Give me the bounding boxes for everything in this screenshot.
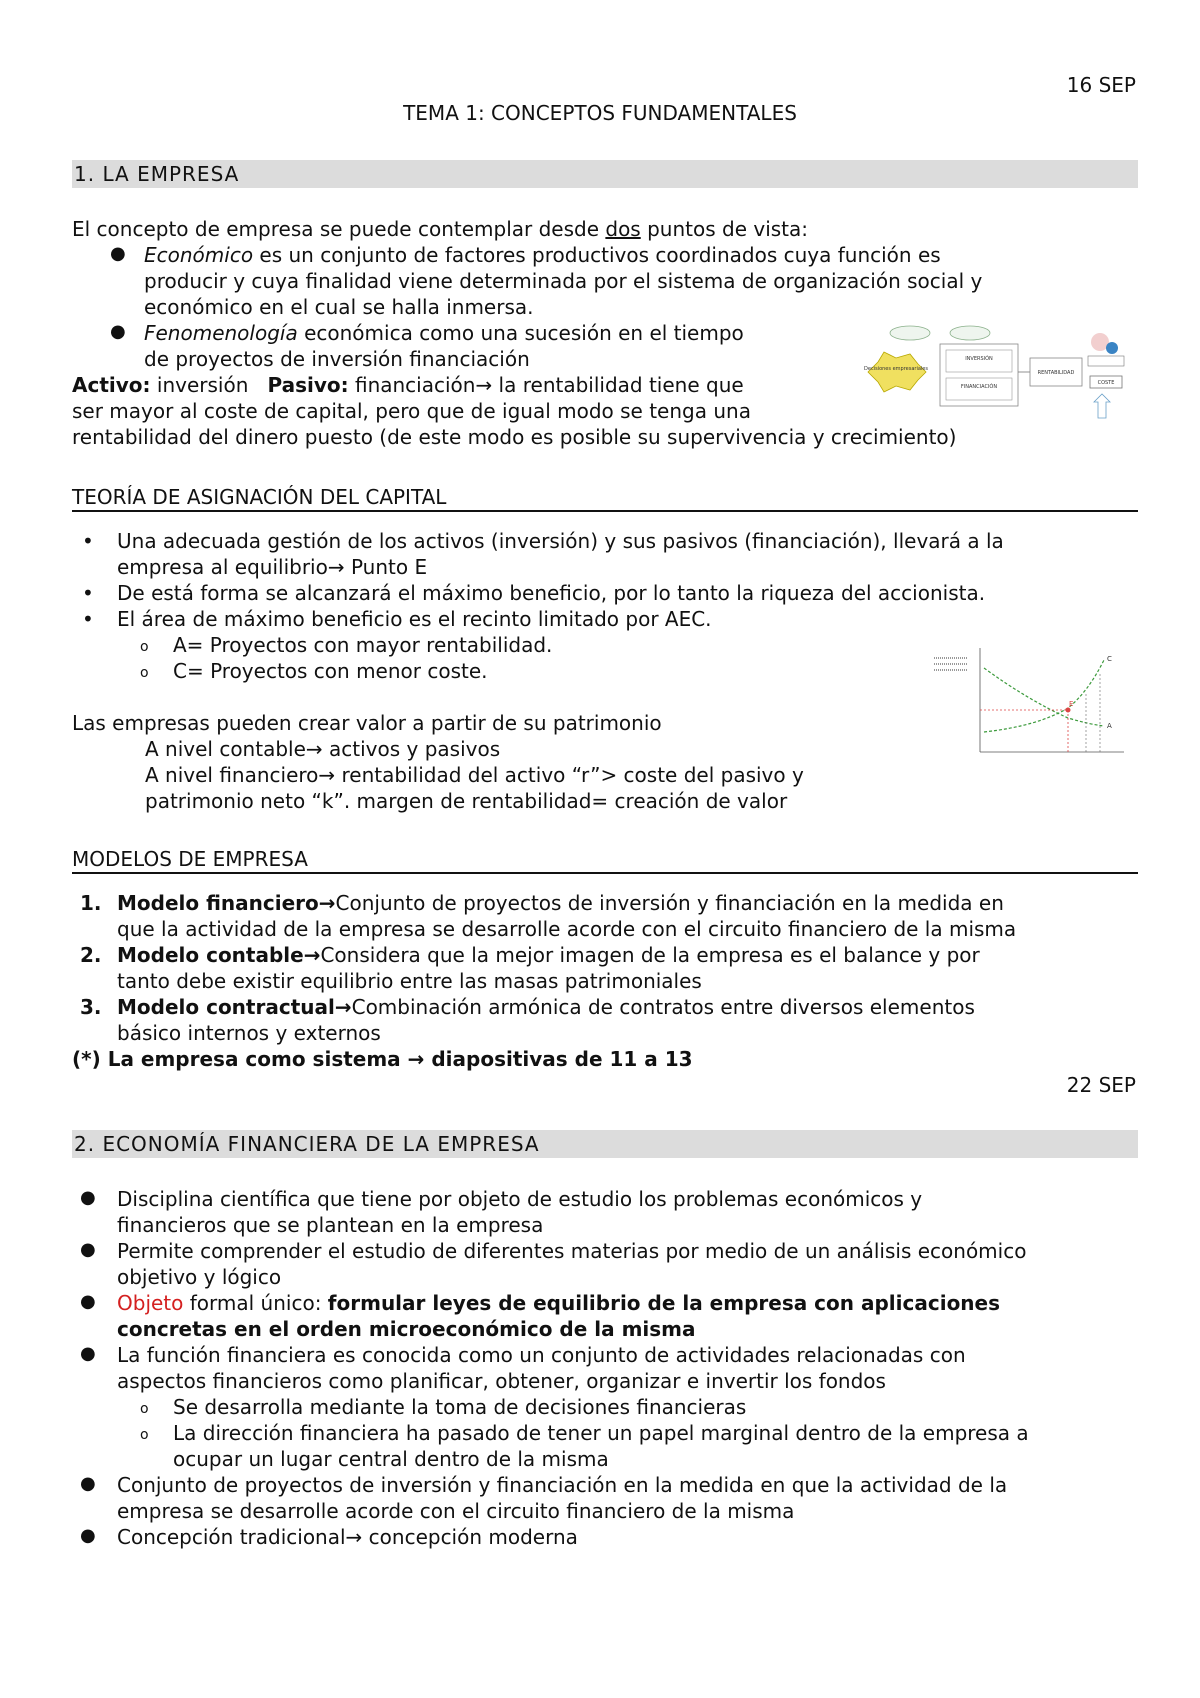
rentabilidad-label: RENTABILIDAD [1037,370,1075,376]
bullet-icon: ● [80,1187,96,1208]
blue-drop-shape [1106,342,1118,354]
section-1-title: 1. LA EMPRESA [74,162,240,186]
s2-bullet-6: Concepción tradicional→ concepción moderna [117,1525,578,1549]
curve-label-a: A [1107,722,1112,730]
bullet-icon: ● [110,243,126,264]
economico-line-1: Económico es un conjunto de factores productivos coordinados cuya función es [144,243,941,267]
section-2-title: 2. ECONOMÍA FINANCIERA DE LA EMPRESA [74,1132,540,1156]
section-1-header [72,160,1138,188]
s2-bullet-4-line-2: aspectos financieros como planificar, obtener, organizar e invertir los fondos [117,1369,886,1393]
s2-bullet-2-line-2: objetivo y lógico [117,1265,282,1289]
section-2-header [72,1130,1138,1158]
modelo-3-line-1: Modelo contractual→Combinación armónica de contratos entre diversos elementos [117,995,975,1019]
sistema-note: (*) La empresa como sistema → diapositivas de 11 a 13 [72,1047,693,1071]
bullet-icon: ● [80,1291,96,1312]
cloud-shape [950,326,990,340]
page-title: TEMA 1: CONCEPTOS FUNDAMENTALES [403,101,797,125]
patrimonio-line-4: patrimonio neto “k”. margen de rentabilidad= creación de valor [145,789,788,813]
bullet-icon: ● [110,321,126,342]
equilibrium-point [1066,708,1071,713]
patrimonio-line-3: A nivel financiero→ rentabilidad del activo “r”> coste del pasivo y [145,763,804,787]
capital-bullet-1-line-1: Una adecuada gestión de los activos (inversión) y sus pasivos (financiación), llevará a la [117,529,1004,553]
s2-sub-2-line-2: ocupar un lugar central dentro de la misma [173,1447,609,1471]
activo-pasivo-line: Activo: inversión Pasivo: financiación→ la rentabilidad tiene que [72,373,744,397]
bullet-icon: ● [80,1239,96,1260]
s2-bullet-3-line-1: Objeto formal único: formular leyes de equilibrio de la empresa con aplicaciones [117,1291,1001,1315]
capital-sub-a: A= Proyectos con mayor rentabilidad. [173,633,553,657]
modelo-1-line-1: Modelo financiero→Conjunto de proyectos de inversión y financiación en la medida en [117,891,1004,915]
date-first: 16 SEP [1066,73,1136,97]
rentabilidad-line-3: rentabilidad del dinero puesto (de este modo es posible su supervivencia y crecimiento) [72,425,957,449]
s2-sub-1: Se desarrolla mediante la toma de decisiones financieras [173,1395,747,1419]
modelo-2-number: 2. [80,943,102,967]
modelo-3-number: 3. [80,995,102,1019]
s2-bullet-2-line-1: Permite comprender el estudio de diferentes materias por medio de un análisis económico [117,1239,1027,1263]
bullet-icon: ● [80,1343,96,1364]
sub-bullet-icon: o [140,1427,149,1443]
rentabilidad-line-2: ser mayor al coste de capital, pero que de igual modo se tenga una [72,399,751,423]
capital-header [72,484,1138,512]
capital-sub-c: C= Proyectos con menor coste. [173,659,488,683]
modelo-2-line-1: Modelo contable→Considera que la mejor imagen de la empresa es el balance y por [117,943,980,967]
bullet-icon: • [82,607,94,631]
s2-bullet-5-line-2: empresa se desarrolle acorde con el circuito financiero de la misma [117,1499,795,1523]
sub-bullet-icon: o [140,1401,149,1417]
capital-bullet-3: El área de máximo beneficio es el recinto limitado por AEC. [117,607,712,631]
economico-line-3: económico en el cual se halla inmersa. [144,295,534,319]
investment-financing-diagram [862,322,1126,422]
capital-bullet-2: De está forma se alcanzará el máximo beneficio, por lo tanto la riqueza del accionista. [117,581,986,605]
bullet-icon: • [82,529,94,553]
s2-bullet-3-line-2: concretas en el orden microeconómico de la misma [117,1317,696,1341]
section-1-intro: El concepto de empresa se puede contemplar desde dos puntos de vista: [72,217,808,241]
s2-bullet-5-line-1: Conjunto de proyectos de inversión y financiación en la medida en que la actividad de la [117,1473,1008,1497]
sub-bullet-icon: o [140,665,149,681]
coste-label: COSTE [1097,380,1115,386]
s2-bullet-1-line-2: financieros que se plantean en la empresa [117,1213,544,1237]
capital-title: TEORÍA DE ASIGNACIÓN DEL CAPITAL [72,485,447,509]
patrimonio-line-1: Las empresas pueden crear valor a partir de su patrimonio [72,711,662,735]
economico-line-2: producir y cuya finalidad viene determinada por el sistema de organización social y [144,269,983,293]
equilibrium-chart [928,640,1128,760]
decision-label: Decisiones empresariales [864,366,928,372]
bullet-icon: ● [80,1525,96,1546]
bullet-icon: ● [80,1473,96,1494]
fenomenologia-line-2: de proyectos de inversión financiación [144,347,530,371]
cloud-shape [890,326,930,340]
bullet-icon: • [82,581,94,605]
modelo-1-number: 1. [80,891,102,915]
inversion-label: INVERSIÓN [965,356,993,362]
modelo-1-line-2: que la actividad de la empresa se desarrolle acorde con el circuito financiero de la misma [117,917,1017,941]
modelo-3-line-2: básico internos y externos [117,1021,381,1045]
curve-label-c: C [1107,655,1112,663]
point-label-e: E [1069,700,1074,708]
fenomenologia-line-1: Fenomenología económica como una sucesión en el tiempo [144,321,744,345]
modelos-title: MODELOS DE EMPRESA [72,847,308,871]
sub-bullet-icon: o [140,639,149,655]
s2-bullet-4-line-1: La función financiera es conocida como un conjunto de actividades relacionadas con [117,1343,966,1367]
patrimonio-line-2: A nivel contable→ activos y pasivos [145,737,501,761]
financiacion-label: FINANCIACIÓN [960,384,998,390]
s2-bullet-1-line-1: Disciplina científica que tiene por objeto de estudio los problemas económicos y [117,1187,923,1211]
modelos-header [72,846,1138,874]
date-second: 22 SEP [1066,1073,1136,1097]
modelo-2-line-2: tanto debe existir equilibrio entre las masas patrimoniales [117,969,702,993]
capital-bullet-1-line-2: empresa al equilibrio→ Punto E [117,555,428,579]
s2-sub-2-line-1: La dirección financiera ha pasado de tener un papel marginal dentro de la empresa a [173,1421,1029,1445]
